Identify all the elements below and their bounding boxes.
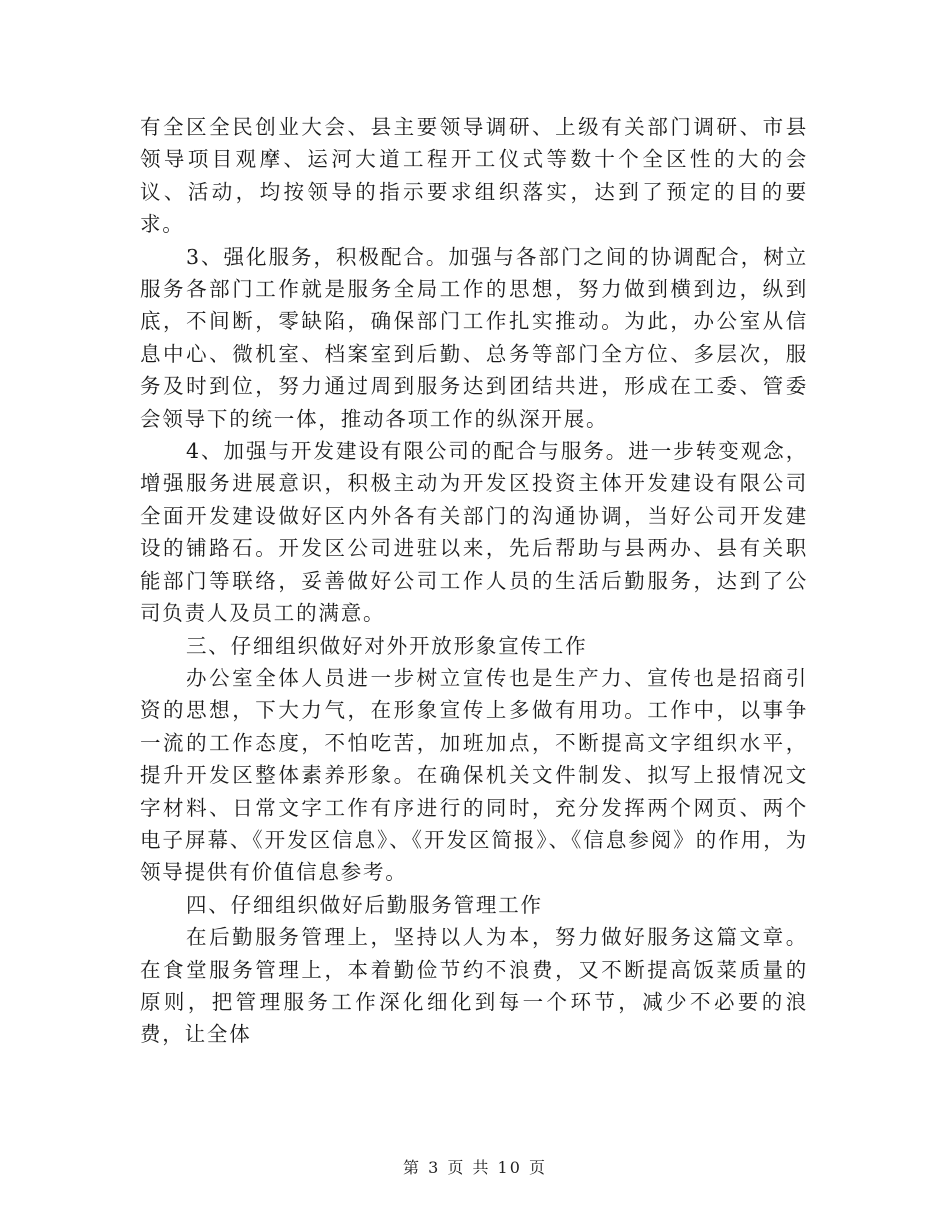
body-paragraph: 3、强化服务，积极配合。加强与各部门之间的协调配合，树立服务各部门工作就是服务全局工作的思想，努力做到横到边，纵到底，不间断，零缺陷，确保部门工作扎实推动。为此，办公室从信息中心、微机室、档案室到后勤、总务等部门全方位、多层次，服务及时到位，努力通过周到服务达到团结共进，形成在工委、管委会领导下的统一体，推动各项工作的纵深开展。: [140, 244, 808, 431]
section-heading: 四、仔细组织做好后勤服务管理工作: [186, 892, 543, 917]
document-body: [140, 111, 808, 1051]
body-paragraph: 有全区全民创业大会、县主要领导调研、上级有关部门调研、市县领导项目观摩、运河大道工程开工仪式等数十个全区性的大的会议、活动，均按领导的指示要求组织落实，达到了预定的目的要求。: [140, 115, 808, 237]
body-paragraph: 办公室全体人员进一步树立宣传也是生产力、宣传也是招商引资的思想，下大力气，在形象宣传上多做有用功。工作中，以事争一流的工作态度，不怕吃苦，加班加点，不断提高文字组织水平，提升开发区整体素养形象。在确保机关文件制发、拟写上报情况文字材料、日常文字工作有序进行的同时，充分发挥两个网页、两个电子屏幕、《开发区信息》、《开发区简报》、《信息参阅》的作用，为领导提供有价值信息参考。: [140, 665, 808, 885]
page-number-footer: 第 3 页 共 10 页: [403, 1158, 547, 1177]
body-paragraph: 在后勤服务管理上，坚持以人为本，努力做好服务这篇文章。在食堂服务管理上，本着勤俭节约不浪费，又不断提高饭菜质量的原则，把管理服务工作深化细化到每一个环节，减少不必要的浪费，让全体: [140, 925, 808, 1047]
section-heading: 三、仔细组织做好对外开放形象宣传工作: [186, 633, 588, 658]
body-paragraph: 4、加强与开发建设有限公司的配合与服务。进一步转变观念，增强服务进展意识，积极主动为开发区投资主体开发建设有限公司全面开发建设做好区内外各有关部门的沟通协调，当好公司开发建设的铺路石。开发区公司进驻以来，先后帮助与县两办、县有关职能部门等联络，妥善做好公司工作人员的生活后勤服务，达到了公司负责人及员工的满意。: [140, 439, 808, 626]
